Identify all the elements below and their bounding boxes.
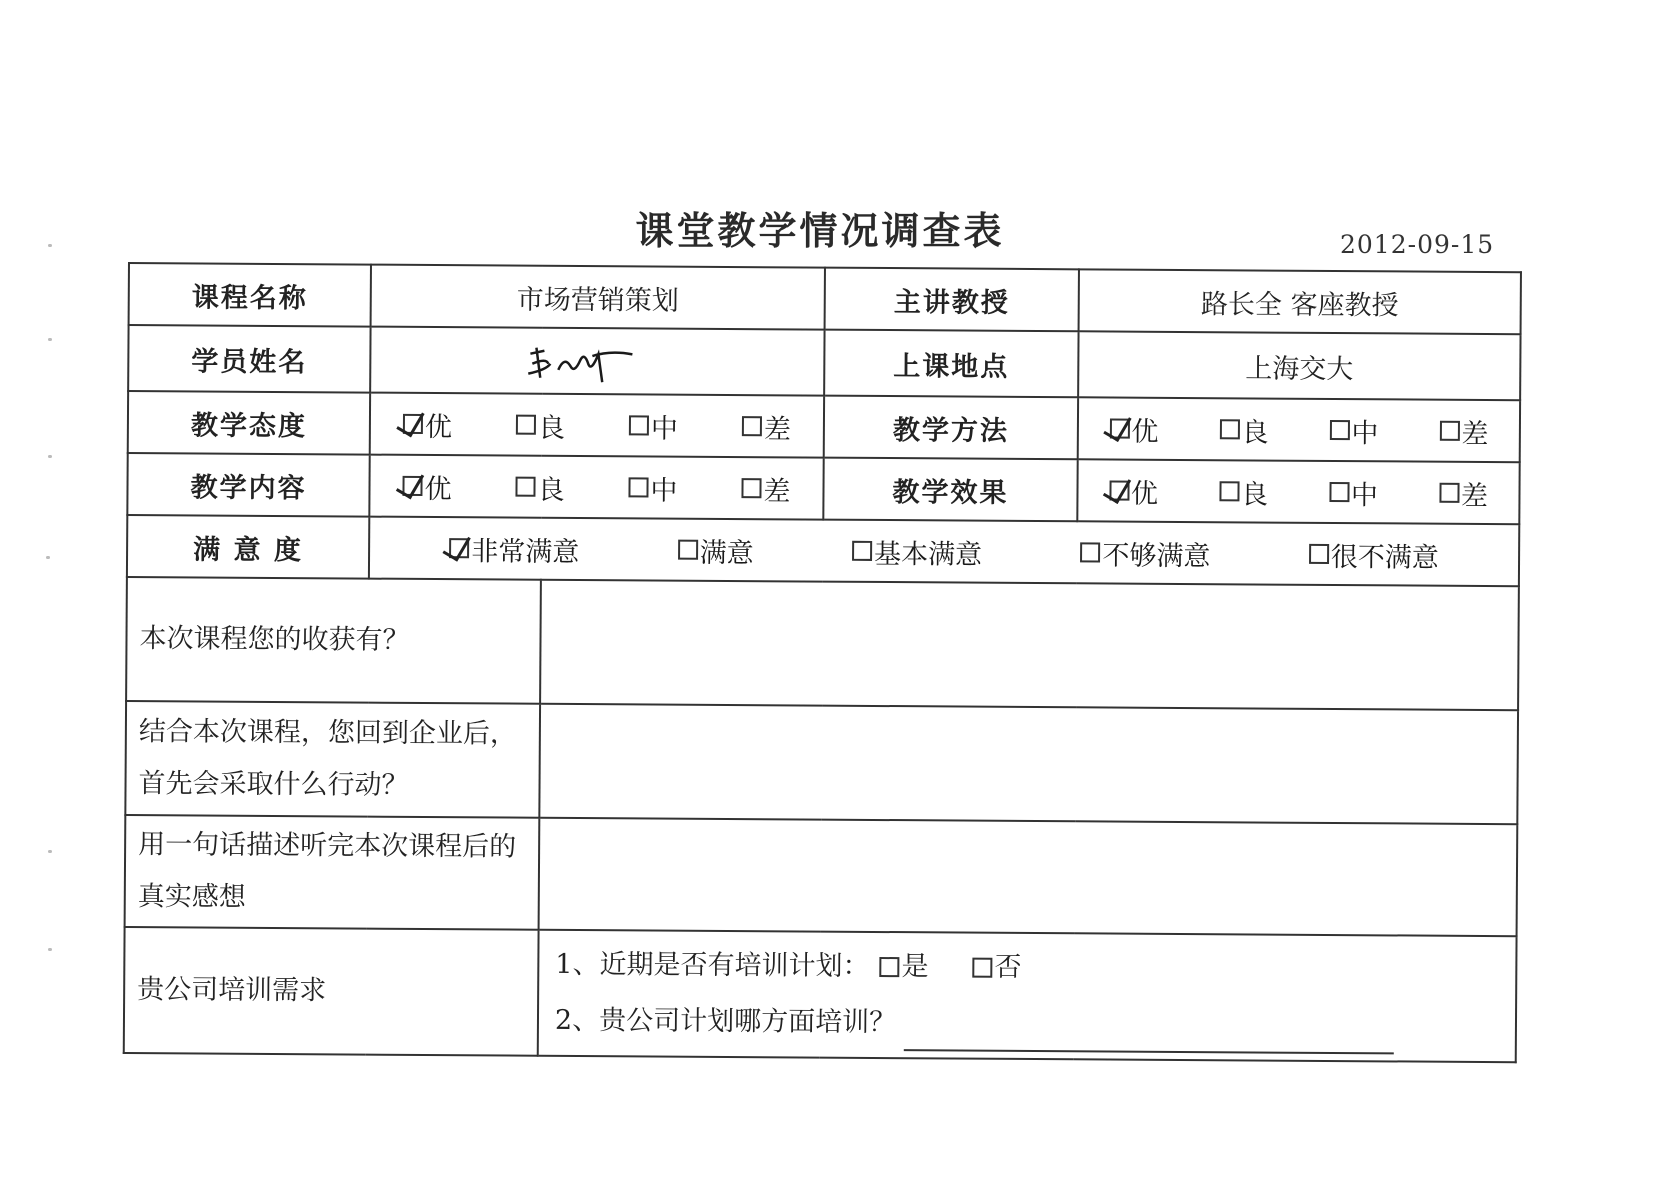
rating-checkbox[interactable] [1109, 481, 1129, 501]
satisfaction-option-label: 非常满意 [471, 535, 580, 568]
answer-gains[interactable] [540, 580, 1519, 710]
rating-option[interactable] [1109, 471, 1158, 510]
rating-checkbox[interactable] [1219, 481, 1239, 501]
satisfaction-option-label: 基本满意 [873, 538, 983, 571]
rating-checkbox[interactable] [515, 477, 535, 497]
rating-checkbox[interactable] [1109, 419, 1129, 439]
satisfaction-checkbox[interactable] [1080, 542, 1100, 562]
lecturer-value: 路长全 客座教授 [1079, 269, 1521, 334]
satisfaction-options [369, 517, 1519, 587]
form-title: 课堂教学情况调查表 [635, 209, 1005, 253]
rating-option-label: 中 [650, 474, 678, 507]
training-plan-no-option[interactable] [972, 940, 1021, 996]
rating-option-label: 中 [1350, 479, 1379, 511]
rating-checkbox[interactable] [1329, 420, 1349, 440]
question-actions: 结合本次课程，您回到企业后，首先会采取什么行动？ [125, 701, 540, 818]
form-date: 2012-09-15 [1340, 230, 1495, 259]
course-label: 课程名称 [129, 263, 371, 327]
training-needs-answers [538, 930, 1517, 1062]
row-ratings-2 [127, 453, 1519, 524]
rating-checkbox[interactable] [1439, 421, 1459, 441]
satisfaction-checkbox[interactable] [852, 541, 872, 561]
satisfaction-option[interactable] [1309, 534, 1439, 574]
rating-option[interactable] [1329, 410, 1378, 449]
question-feelings: 用一句话描述听完本次课程后的真实感想 [125, 815, 540, 930]
rating-option[interactable] [1109, 409, 1158, 448]
rating-option-label: 差 [763, 413, 792, 445]
row-course [129, 263, 1521, 334]
rating-option-label: 差 [1460, 480, 1489, 512]
rating-option-label: 良 [537, 474, 565, 506]
rating-checkbox[interactable] [402, 476, 422, 496]
row-satisfaction [127, 515, 1519, 586]
rating-options-effect [1077, 459, 1519, 524]
satisfaction-option[interactable] [852, 531, 982, 571]
rating-option[interactable] [516, 405, 565, 444]
rating-checkbox[interactable] [403, 414, 423, 434]
training-plan-no-checkbox[interactable] [972, 958, 992, 978]
answer-actions[interactable] [539, 704, 1518, 824]
rating-option-label: 优 [1130, 478, 1159, 510]
rating-option-label: 差 [1461, 418, 1489, 450]
student-label: 学员姓名 [128, 325, 370, 393]
rating-checkbox[interactable] [629, 415, 649, 435]
rating-option-label: 中 [650, 412, 679, 445]
location-label: 上课地点 [824, 330, 1078, 398]
row-question-2 [125, 701, 1518, 824]
rating-option-label: 优 [424, 411, 453, 443]
training-plan-yes-checkbox[interactable] [879, 957, 899, 977]
lecturer-label: 主讲教授 [825, 268, 1079, 332]
rating-checkbox[interactable] [742, 416, 762, 436]
rating-label-content: 教学内容 [127, 453, 369, 517]
rating-option[interactable] [1219, 472, 1268, 511]
rating-checkbox[interactable] [1219, 419, 1239, 439]
rating-option[interactable] [742, 407, 791, 446]
rating-checkbox[interactable] [741, 478, 761, 498]
training-plan-yes-label: 是 [901, 951, 929, 983]
rating-label-effect: 教学效果 [823, 458, 1077, 522]
satisfaction-checkbox[interactable] [1309, 544, 1329, 564]
rating-option[interactable] [403, 404, 452, 443]
rating-option-label: 良 [537, 412, 566, 444]
rating-option[interactable] [1439, 411, 1488, 450]
training-needs-label: 贵公司培训需求 [124, 927, 539, 1056]
rating-option[interactable] [1329, 472, 1378, 511]
satisfaction-option-label: 满意 [699, 537, 754, 569]
row-ratings-1 [128, 391, 1520, 462]
answer-feelings[interactable] [539, 818, 1518, 936]
rating-checkbox[interactable] [1329, 482, 1349, 502]
rating-options-method [1078, 397, 1520, 462]
rating-option[interactable] [741, 469, 790, 508]
training-area-blank[interactable] [904, 1019, 1394, 1054]
satisfaction-option[interactable] [678, 530, 754, 570]
training-plan-question: 1、近期是否有培训计划： [555, 948, 870, 982]
course-value: 市场营销策划 [371, 265, 825, 330]
training-plan-yes-option[interactable] [879, 939, 928, 995]
rating-option-label: 优 [1131, 416, 1159, 448]
satisfaction-option-label: 很不满意 [1330, 541, 1439, 574]
training-plan-no-label: 否 [994, 951, 1022, 983]
rating-label-attitude: 教学态度 [128, 391, 370, 455]
rating-option[interactable] [1219, 410, 1268, 449]
student-signature-cell[interactable] [370, 327, 824, 396]
rating-options-attitude [370, 393, 824, 458]
satisfaction-checkbox[interactable] [449, 538, 469, 558]
rating-option-label: 中 [1351, 417, 1379, 449]
row-question-3 [125, 815, 1518, 936]
rating-option-label: 差 [763, 475, 791, 507]
rating-option-label: 优 [424, 473, 452, 505]
question-gains: 本次课程您的收获有？ [126, 577, 541, 704]
satisfaction-checkbox[interactable] [678, 540, 698, 560]
satisfaction-label: 满 意 度 [127, 515, 369, 579]
rating-options-content [369, 455, 823, 520]
location-value: 上海交大 [1078, 331, 1520, 400]
rating-option[interactable] [629, 406, 678, 445]
rating-option[interactable] [515, 467, 564, 506]
training-area-question: 2、贵公司计划哪方面培训？ [554, 1004, 897, 1039]
satisfaction-option-label: 不够满意 [1102, 539, 1211, 572]
rating-option[interactable] [1439, 473, 1488, 512]
rating-label-method: 教学方法 [824, 396, 1078, 460]
rating-option-label: 良 [1241, 416, 1269, 449]
row-student [128, 325, 1520, 400]
survey-table [123, 262, 1522, 1063]
rating-checkbox[interactable] [1439, 483, 1459, 503]
rating-checkbox[interactable] [628, 477, 648, 497]
handwritten-signature [522, 336, 672, 387]
rating-option-label: 良 [1240, 478, 1269, 511]
satisfaction-option[interactable] [1080, 533, 1210, 573]
row-training-needs [124, 927, 1517, 1062]
rating-option[interactable] [628, 468, 677, 507]
rating-checkbox[interactable] [516, 415, 536, 435]
rating-option[interactable] [402, 466, 451, 505]
row-question-1 [126, 577, 1519, 710]
satisfaction-option[interactable] [449, 529, 579, 569]
